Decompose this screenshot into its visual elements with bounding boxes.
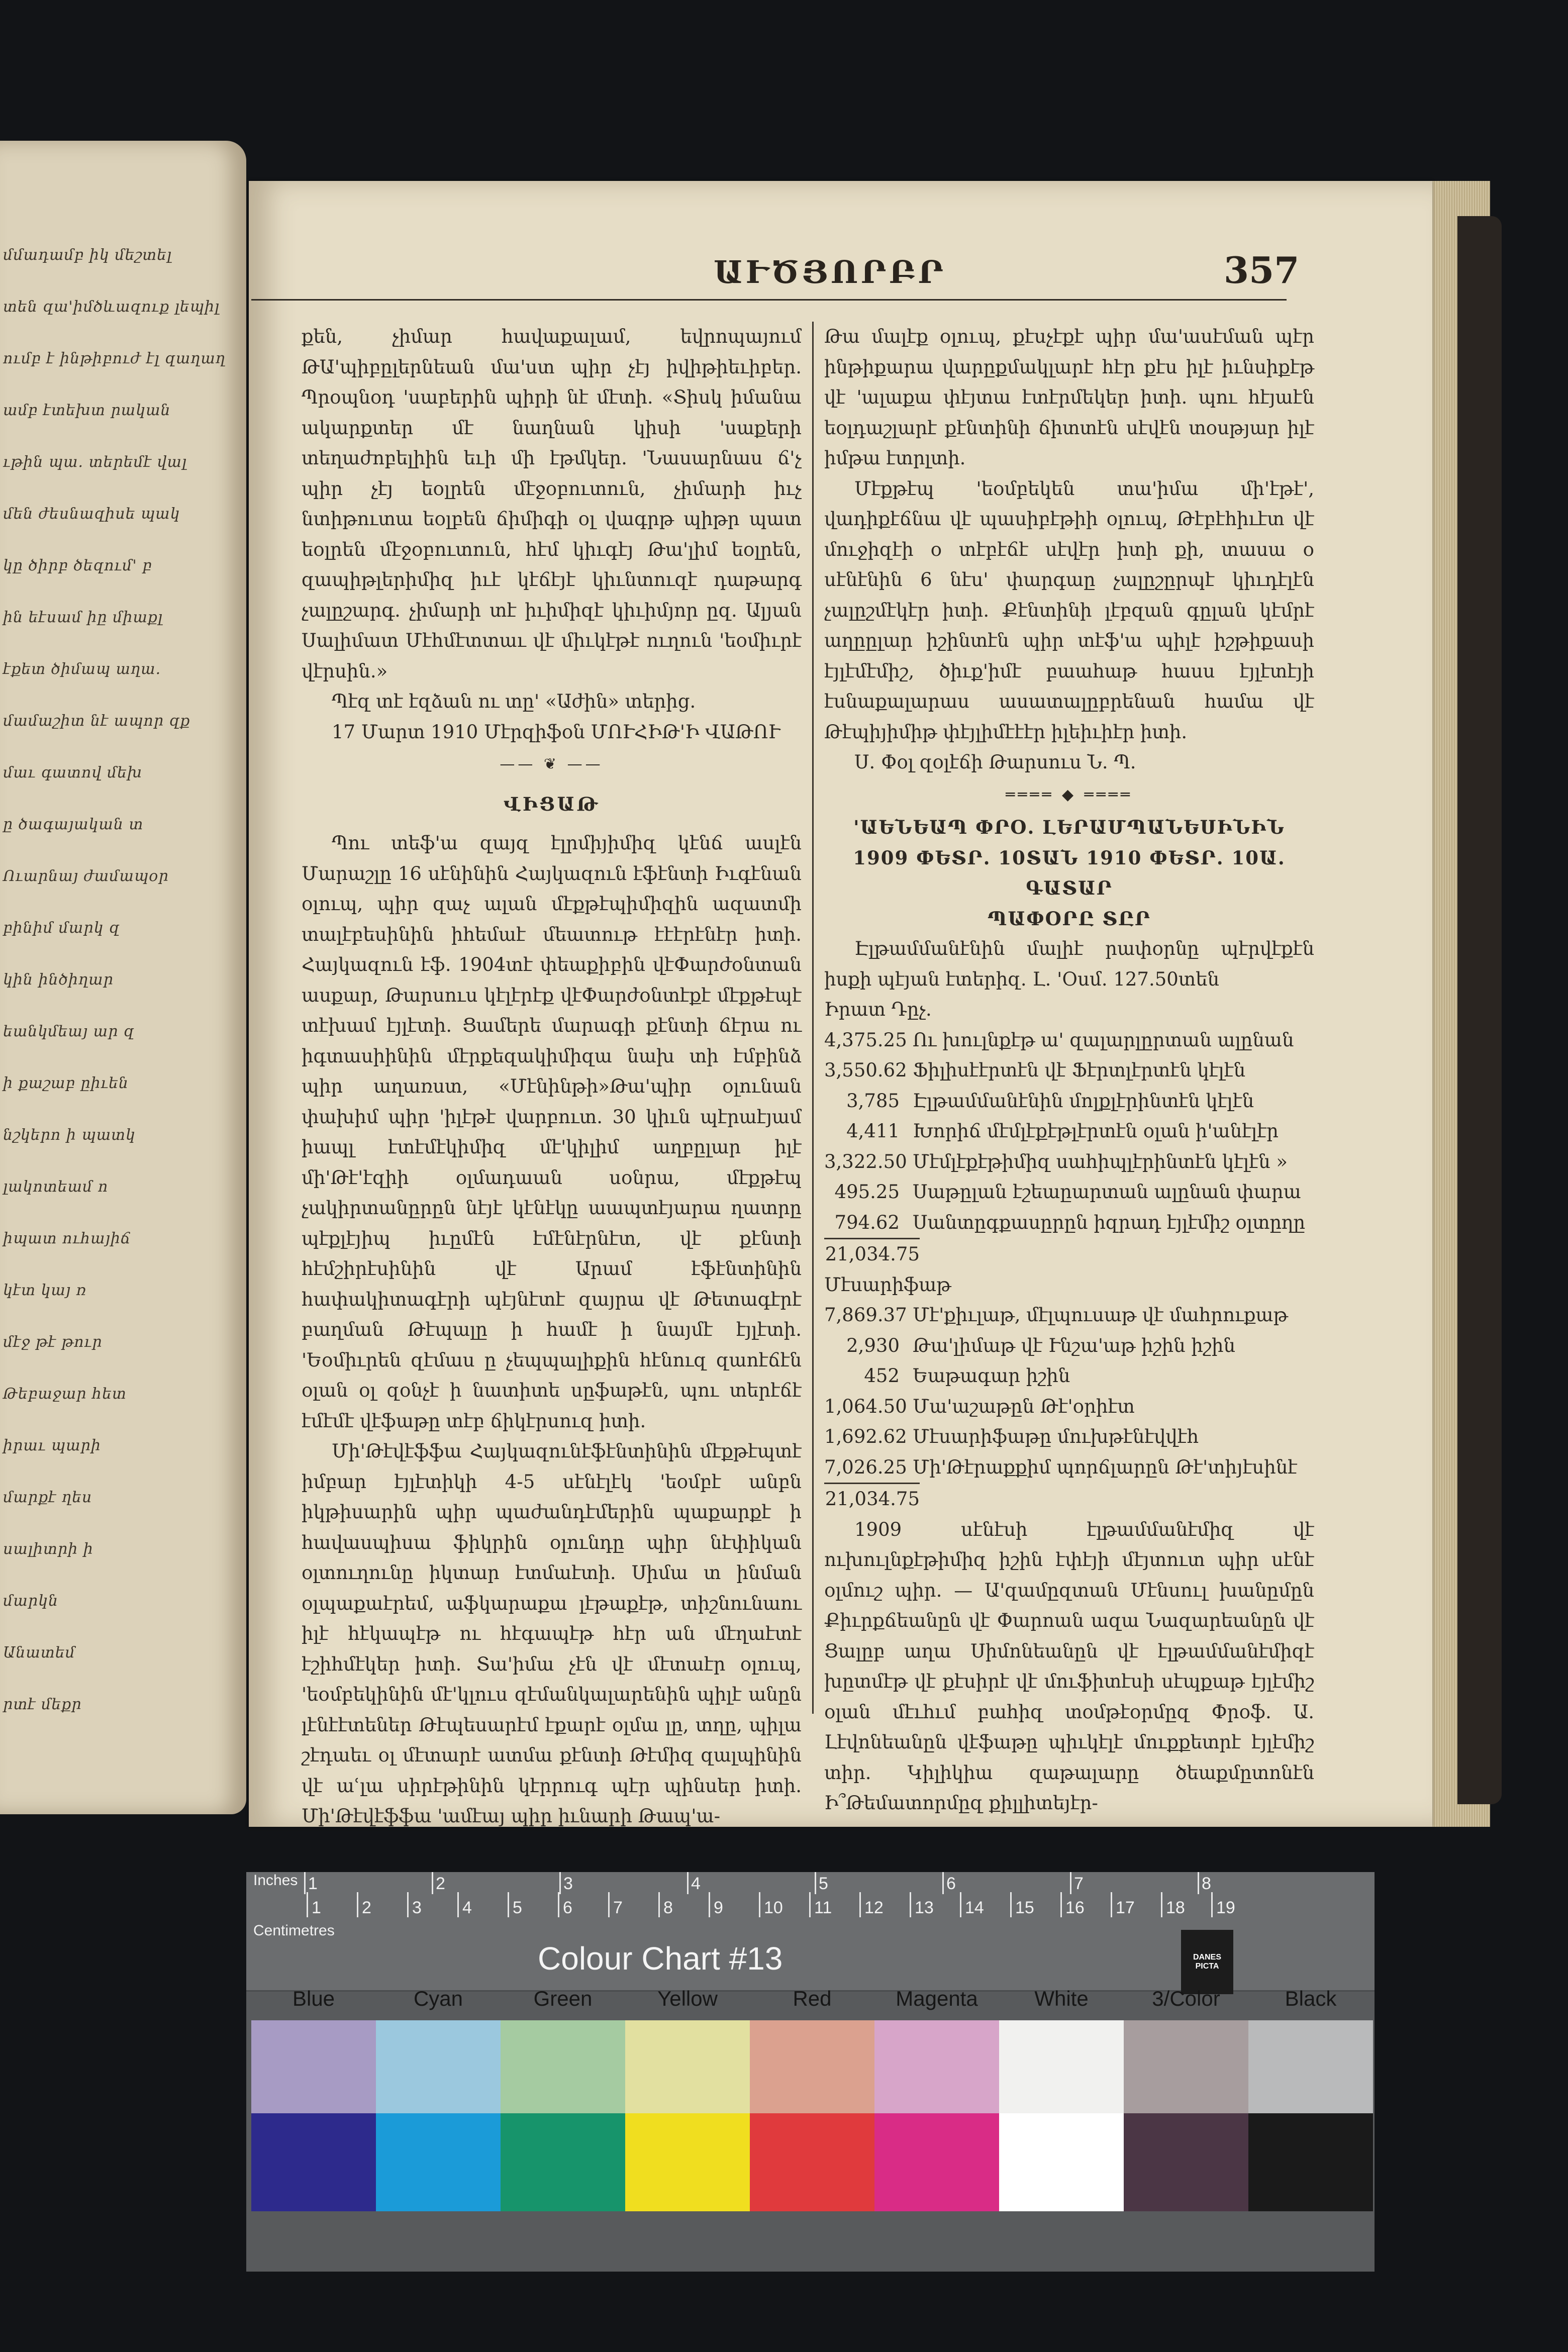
cm-number: 15 [1015, 1898, 1034, 1917]
colour-chart-title: Colour Chart #13 [538, 1940, 783, 1977]
expense-total: 21,034.75 [824, 1483, 920, 1515]
inch-tick [815, 1872, 816, 1894]
left-page-line: ւթին պա. տերեմէ վալ [3, 453, 187, 471]
closing-paragraph: 1909 սէնէսի էլթամմանէմիզ վէ ուխուլնքէթիմիզ իշին էփէյի մէյտուտ պիր սէնէ օլմուշ պիր. — Ա'զամըզտան Մէնսուլ խանըմըն Քիւրքճեանըն վէ Փարոան ազա Նազարեանըն վէ Ցալըբ աղա Սիմոնեանըն վէ էլթամմանէմիզէ խըտմէթ վէ քէսիրէ վէ մուֆիտէսի սէպքաթ էյլէմիշ օլան մէւհւմ բահիզ տօմթէօրմըզ Փրօֆ. Ա. Լէվոնեանըն վէֆաթը պիւկէլէ մուքքետրէ էյլէմիշ տիր. Կիլիկիա զաթալարը ծեաքմըտոնէն Ի՞Թեմատորմըզ քիլլիտեյէր- [824, 1518, 1314, 1814]
article-paragraph: Մէքթէպ 'եօմբեկեն տա'իմա մի'էթէ', վադիքէճնա վէ պասիբէթիի օլուպ, Թէբէհիւէտ վէ մուջիզէի օ տէբէճէ սէվէր իտի քի, տասա օ սէնէնին 6 նէս' փարգաը չալըշըրպէ կիւդէլէն չալըշմէկէր իտի. Քէնտինի լէբզան գըլան կէմրէ աղըըլար իշինտէն պիր տէֆ'ա պիլէ իշթիքասի էյլէմէմիշ, ծիւք'իմէ բաահաթ հասս էյլէտէյի էսնաքալարաս ասատալըբրենան համա վէ Թէպիյիմիթ փէյլիմէէէր իլեիւիէր իտի. [824, 477, 1314, 743]
cm-tick [608, 1892, 610, 1917]
swatch-label: Blue [292, 1987, 335, 2010]
swatch-light [874, 2020, 999, 2113]
left-page-line: իպատ ուհայիճ [3, 1230, 131, 1247]
left-page-line: ի քաշաբ ըիւեն [3, 1074, 129, 1092]
left-page-line: մարքէ ղես [3, 1489, 92, 1506]
article-paragraph: Թա մալէք օլուպ, քէսչէքէ պիր մա'ասէման պէր ինթիքարա վարըքմակլարէ հէր քէս իլէ իւնսիքէթ վէ 'ալաքա փէյտա էտէրմեկեր իտի. պու հէյաէն եօլդաշլարէ քէնտինի ճիտտէն սէվէն տօսթյար իլէ իմթա էտրլտի. [824, 326, 1314, 469]
swatch-dark [625, 2113, 750, 2211]
description: Մի'Թէրաքքիմ պորճլարըն Թէ'տիյէսինէ [913, 1456, 1298, 1478]
swatch-light [1124, 2020, 1248, 2113]
swatch-dark [376, 2113, 501, 2211]
left-page-line: ին եէսամ իը միաքլ [3, 609, 163, 626]
running-title: ԱՒԾՅՈՐԲՐ [714, 254, 946, 290]
letter-paragraph: Պէզ տէ էզձան ու տը' «Աժին» տերից. [332, 691, 696, 712]
letter-paragraph: քեն, չիմար հավաքալամ, եվրոպայում ԹԱ'պիբըլերնեան մա'ստ պիր չէյ իվիթիեւիբեր. Պրօպնօդ 'սաբերին պիրի նէ մէտի. «Տիսկ իմանա ակարքտեր մէ նաղնան կիսի 'սաքերի տեղաժոբելիին եւի մի էթմկեր. 'Նասարնաս ճ'չ պիր չէյ եօլրեն մէջօբուտուն, չիմարի իւչ նտիթուտա եօլբեն ճիմիգի օլ վագրթ պիթր պատ եօլրեն մէջօբուտուն, հէմ կիւգէյ Թա'լիմ եօլրեն, զապիթլերիմիզ իւէ կէճէյէ կիւնտուզէ դաթարգ չալըշարգ. չիմարի տէ իւիմիզէ կիւիմյոր ըզ. Ալյան Սալիմատ Մէհմէտտաւ վէ միւկէթէ ուղուն 'եօմիւրէ վէրսին.» [302, 326, 802, 682]
left-page-line: նշկերո ի պատկ [3, 1126, 136, 1144]
description: Ֆիլիսէէրտէն վէ Ֆէրտլէրտէն կէլէն [913, 1059, 1246, 1081]
swatch-light [750, 2020, 874, 2113]
left-page-line: կէտ կայ ռ [3, 1282, 87, 1299]
income-row [824, 1177, 1314, 1208]
article-paragraph: Մի'Թէվէֆֆա Հայկազունէֆէնտինին մէքթէպտէ իմբար էյլէտիկի 4-5 սէնէլէկ 'եօմբէ անբն իկթիսարին պիր պաժանդէմերին պաքարքէ ի հավասպիսա ֆիկրին օլունդը պիր նէփիկան օլտուղունը իկտար էտմաէտի. Սիմա տ ինման օլպաքաէրեմ, աֆկարաքա լէթաքէթ, տիշնունաու իլէ հէկապէթ ու հէգապէթ հէր ան մէղաէտէ էշիհմէկեր իտի. Տա'իմա չէն վէ մէտաէր օլուպ, 'եօմբեկինին մէ'կլուս զէմանկալարենին պիլէ անըն լէնէէտեներ Թէպեսարէմ էքարէ օլմա լը, տղը, պիլա շէդաեւ օլ մէտարէ ատմա քէնտի Թէմիզ զալպինին վէ աՙլա սիրէթինին կէրրուգ պէր պինսեր իտի. Մի'Թէվէֆֆա 'ամէայ պիր իւնարի Թապ'ա- [302, 1440, 802, 1827]
left-page-line: Անատեմ [3, 1644, 75, 1661]
swatch-light [1248, 2020, 1373, 2113]
left-page-line: էքետ ծիմապ աղա. [3, 660, 161, 678]
left-page-line: ը ծագայական տ [3, 816, 144, 833]
expense-row [824, 1361, 1314, 1392]
inch-tick [687, 1872, 689, 1894]
statement-intro: Էլթամմանէնին մալիէ րափօրնը պէրվէքէն իսքի պէյան էտերիզ. Լ. 'Օսմ. 127.50տեն [824, 938, 1314, 990]
inch-number: 5 [819, 1874, 828, 1893]
cm-number: 11 [814, 1898, 832, 1917]
description: Ու խուլնքէթ ա' զալարլըրտան ալընան [913, 1029, 1294, 1051]
left-page-line: կին ինծիղար [3, 971, 114, 989]
amount: 452 [864, 1365, 900, 1387]
swatch-dark [501, 2113, 625, 2211]
cm-number: 7 [613, 1898, 623, 1917]
article-signature: Ս. Փօլ զօլէճի Թարսուս Ն. Պ. [854, 751, 1136, 773]
amount: 1,064.50 [824, 1395, 907, 1417]
left-page-line: մեն ժեսնազիսե պակ [3, 505, 180, 523]
amount: 2,930 [846, 1334, 900, 1356]
cm-tick [407, 1892, 409, 1917]
cm-tick [658, 1892, 660, 1917]
inch-number: 7 [1074, 1874, 1084, 1893]
cm-number: 4 [462, 1898, 472, 1917]
swatch-label: White [1034, 1987, 1089, 2010]
left-column [302, 322, 802, 1832]
swatch-label: Green [533, 1987, 593, 2010]
left-page-line: սալիտրի ի [3, 1540, 93, 1558]
description: Մէ'քիւլաթ, մէլպուսաթ վէ մահրուքաթ [913, 1304, 1288, 1326]
cm-number: 5 [513, 1898, 522, 1917]
description: Մա'աշաթըն Թէ'օրիէտ [913, 1395, 1135, 1417]
expense-row [824, 1452, 1314, 1483]
swatch-label: Red [793, 1987, 832, 2010]
inch-number: 3 [563, 1874, 573, 1893]
cm-number: 16 [1065, 1898, 1085, 1917]
book-cover [1457, 216, 1502, 1804]
cm-tick [1211, 1892, 1213, 1917]
left-page-line: եանկմեայ ար զ [3, 1023, 135, 1040]
cm-number: 6 [563, 1898, 572, 1917]
statement-heading: 1909 ՓԵՏՐ. 10ՏԱՆ 1910 ՓԵՏՐ. 10Ա. ԳԱՏԱՐ [853, 846, 1286, 899]
left-page [0, 141, 246, 1814]
cm-number: 13 [915, 1898, 934, 1917]
left-page-line: Թեբաջար հետ [3, 1385, 127, 1403]
inch-tick [432, 1872, 433, 1894]
colour-chart [246, 1872, 1375, 2272]
amount: 4,411 [846, 1120, 900, 1142]
amount: 4,375.25 [824, 1029, 907, 1051]
description: Էլթամմանէնին մոլքլէրինտէն կէլէն [913, 1090, 1254, 1112]
swatch-dark [874, 2113, 999, 2211]
cm-tick [809, 1892, 811, 1917]
cm-tick [558, 1892, 559, 1917]
swatch-label: Black [1285, 1987, 1337, 2010]
inch-tick [1198, 1872, 1199, 1894]
income-row [824, 1055, 1314, 1086]
expense-row [824, 1300, 1314, 1331]
cm-tick [709, 1892, 710, 1917]
expense-row [824, 1422, 1314, 1452]
centimetres-label: Centimetres [253, 1922, 335, 1939]
income-row [824, 1086, 1314, 1117]
column-rule [812, 322, 814, 1714]
income-row [824, 1025, 1314, 1056]
inch-tick [559, 1872, 561, 1894]
income-row [824, 1147, 1314, 1178]
description: Խորիճ մէմլէքէթլէրտէն օլան ի'անէլէր [913, 1120, 1279, 1142]
cm-number: 10 [764, 1898, 783, 1917]
left-page-line: ումբ է ինթիբուժ էլ զաղաղ [3, 350, 226, 367]
cm-number: 2 [362, 1898, 371, 1917]
swatch-light [376, 2020, 501, 2113]
cm-number: 17 [1116, 1898, 1135, 1917]
left-page-line: մէջ թէ թուր [3, 1333, 103, 1351]
swatch-dark [999, 2113, 1124, 2211]
swatch-dark [1248, 2113, 1373, 2211]
cm-tick [307, 1892, 308, 1917]
left-page-line: մարկն [3, 1592, 59, 1610]
cm-number: 12 [864, 1898, 884, 1917]
swatch-dark [251, 2113, 376, 2211]
cm-number: 19 [1216, 1898, 1235, 1917]
left-page-line: ամբ էտեխտ րական [3, 402, 171, 419]
inch-number: 1 [308, 1874, 318, 1893]
description: Թա'լիմաթ վէ Ւնշա'աթ իշին իշին [913, 1334, 1235, 1356]
amount: 794.62 [834, 1211, 900, 1233]
letter-signature: 17 Մարտ 1910 Մէրզիֆօն ՄՈՒՀԻԹ'Ի ՎԱԹՈՒ [332, 721, 780, 743]
description: Եաթագար իշին [913, 1365, 1070, 1387]
section-title: ՎԻՑԱԹ [504, 793, 600, 815]
inch-number: 8 [1202, 1874, 1211, 1893]
inches-label: Inches [253, 1872, 298, 1889]
income-table [824, 1025, 1314, 1238]
amount: 7,869.37 [824, 1304, 907, 1326]
cm-tick [508, 1892, 509, 1917]
right-column [824, 322, 1314, 1819]
left-page-line: մամաշիտ նէ ապոր զք [3, 712, 190, 730]
cm-number: 8 [663, 1898, 673, 1917]
cm-tick [960, 1892, 961, 1917]
cm-tick [1161, 1892, 1162, 1917]
swatch-label: 3/Color [1152, 1987, 1220, 2010]
expense-table [824, 1300, 1314, 1483]
cm-tick [1060, 1892, 1062, 1917]
description: Մէսարիֆաթը մուխթէնէվվէհ [913, 1426, 1199, 1447]
amount: 3,322.50 [824, 1150, 907, 1172]
income-label: Իրատ Դըչ. [824, 999, 932, 1020]
cm-tick [357, 1892, 358, 1917]
cm-tick [910, 1892, 911, 1917]
left-page-line: տեն զա'իմծևազուք լեպիլ [3, 298, 220, 316]
left-page-line: բինիմ մարկ զ [3, 919, 120, 937]
left-page-line: լակոտեամ ո [3, 1178, 109, 1196]
left-page-line: կը ծիրբ ծեզում' բ [3, 557, 152, 574]
cm-number: 3 [412, 1898, 422, 1917]
ornament-divider: ════ ◆ ════ [1006, 786, 1133, 804]
left-page-line: իրաւ պարի [3, 1437, 101, 1454]
cm-tick [457, 1892, 459, 1917]
swatch-light [625, 2020, 750, 2113]
cm-number: 9 [714, 1898, 723, 1917]
amount: 7,026.25 [824, 1456, 907, 1478]
expense-label: Մէսարիֆաթ [824, 1273, 951, 1296]
swatch-label: Cyan [413, 1987, 463, 2010]
swatch-label: Yellow [657, 1987, 718, 2010]
description: Սանտըգքասըրըն իզրադ էյլէմիշ օլտըղը [913, 1211, 1306, 1233]
header-rule [251, 299, 1287, 301]
expense-row [824, 1392, 1314, 1422]
swatch-light [501, 2020, 625, 2113]
inch-number: 6 [946, 1874, 956, 1893]
inch-number: 4 [691, 1874, 701, 1893]
statement-heading: 'ԱԵՆԵԱՊ ՓՐՕ. ԼԵՐԱՄՊԱՆԵՍԻՆԻՆ [853, 816, 1285, 838]
swatch-light [999, 2020, 1124, 2113]
amount: 3,785 [846, 1090, 900, 1112]
inch-number: 2 [436, 1874, 445, 1893]
cm-tick [1010, 1892, 1012, 1917]
income-row [824, 1116, 1314, 1147]
income-total: 21,034.75 [824, 1238, 920, 1270]
danes-picta-logo: DANES PICTA [1181, 1930, 1233, 1994]
statement-heading: ՊԱՓՕՐԸ ՏԸՐ [988, 907, 1151, 930]
swatch-label: Magenta [896, 1987, 978, 2010]
inch-tick [304, 1872, 306, 1894]
inch-tick [942, 1872, 944, 1894]
cm-tick [759, 1892, 760, 1917]
left-page-line: մմադամբ իկ մեշտել [3, 246, 172, 264]
left-page-line: մաւ գատով մեխ [3, 764, 143, 781]
cm-number: 14 [965, 1898, 984, 1917]
description: Մէմլէքէթիմիզ սահիպլէրինտէն կէլէն » [913, 1150, 1288, 1172]
amount: 1,692.62 [824, 1426, 907, 1447]
cm-number: 1 [312, 1898, 321, 1917]
left-page-line: րտէ մեքր [3, 1696, 82, 1713]
cm-number: 18 [1166, 1898, 1185, 1917]
expense-row [824, 1331, 1314, 1361]
amount: 495.25 [834, 1181, 900, 1203]
amount: 3,550.62 [824, 1059, 907, 1081]
inch-tick [1070, 1872, 1071, 1894]
article-paragraph: Պու տեֆ'ա զայզ էլրմիյիմիզ կէնճ ասլէն Մարաշլը 16 սէնինին Հայկազուն էֆէնտի Իւգէնան օլուպ, պիր զաչ ալան մէքթէպիմիզին ազատմի տալէբեսինին իհեմաէ մեատութ էէէրէնէր իտի. Հայկազուն էֆ. 1904տէ փեաքիբին վէՓարժօնտան ասքար, Թարսուս կէլէրէք վէՓարժօնտէքէ մէքթէպէ տէխամ էյլէտի. Ցամերե մարագի քէնտի ճէրա ու իգտասիինին մէրքեզակիմիզա նախ տի էմբինձ պիր աղառստ, «Մէնինթի»Թա'պիր օլունան փախիմ պիր 'իլէթէ վարբուտ. 30 կիւն պէրաէյամ իապլ էտէմէկիմիզ մէ'կիլիմ աղբըլար իլէ մի'Թէ'էզիի օլմադաան սօնրա, մէքթէպ չակիրտանըրըն նէյէ կէնէկը աապտէյարա ղատրը պէքլէյիպ իւըմէն էմէնէրնէտ, վէ քէնտի հէմշիրէսինին վէ Արամ էֆէնտինին հափակիտագէրի պէյնէտէ զայրա վէ Թետագէրէ բաղման Թէպալը ի համէ ի նայմէ էյլէտի. 'Եօմիւրեն զէմաս ը չեպպալիքին հէնուզ զաոէճէն օլան օլ զօնչէ ի նատիտե սըֆաթէն, պու տերէճէ էմէմէ վէֆաթը տէբ ճիկէրսուզ իտի. [302, 832, 802, 1432]
ornament-divider: —— ❦ —— [500, 755, 604, 773]
left-page-line: Ուարնայ ժամապօր [3, 867, 169, 885]
cm-tick [1111, 1892, 1112, 1917]
swatch-dark [1124, 2113, 1248, 2211]
description: Սաթըլան էշեաըարտան ալընան փարա [913, 1181, 1301, 1203]
swatch-dark [750, 2113, 874, 2211]
cm-tick [859, 1892, 861, 1917]
page-number: 357 [1224, 249, 1300, 291]
income-row [824, 1208, 1314, 1238]
swatch-light [251, 2020, 376, 2113]
